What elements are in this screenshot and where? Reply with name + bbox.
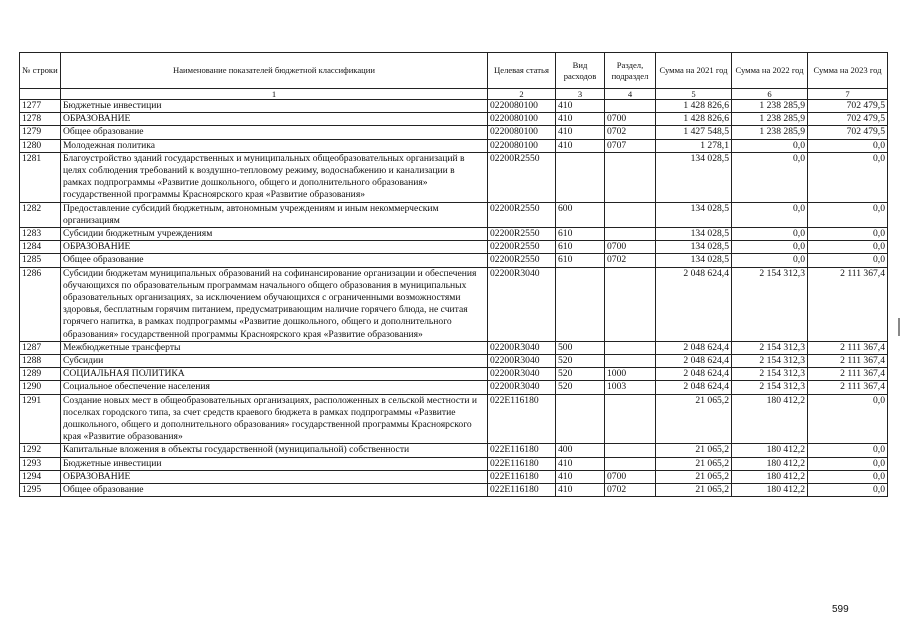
indicator-name: СОЦИАЛЬНАЯ ПОЛИТИКА (61, 368, 488, 381)
indicator-name: Общее образование (61, 484, 488, 497)
row-number: 1279 (20, 126, 61, 139)
table-row (20, 126, 888, 139)
sum-2023: 702 479,5 (808, 100, 888, 113)
sum-2023: 0,0 (808, 254, 888, 267)
expense-type: 520 (556, 381, 605, 394)
table-header (20, 53, 888, 100)
sum-2021: 1 427 548,5 (656, 126, 732, 139)
section-code: 0702 (605, 254, 656, 267)
table-row (20, 152, 888, 202)
sum-2023: 0,0 (808, 484, 888, 497)
section-code: 0700 (605, 470, 656, 483)
header-section: Раздел, подраздел (605, 53, 656, 89)
indicator-name: Субсидии бюджетным учреждениям (61, 228, 488, 241)
sum-2022: 0,0 (732, 228, 808, 241)
section-code: 1003 (605, 381, 656, 394)
target-article: 022E116180 (488, 394, 556, 444)
sum-2023: 0,0 (808, 228, 888, 241)
row-number: 1294 (20, 470, 61, 483)
indicator-name: Предоставление субсидий бюджетным, автономным учреждениям и иным некоммерческим организациям (61, 202, 488, 227)
table-row (20, 368, 888, 381)
sum-2021: 134 028,5 (656, 241, 732, 254)
expense-type: 610 (556, 228, 605, 241)
indicator-name: Межбюджетные трансферты (61, 341, 488, 354)
sum-2023: 0,0 (808, 139, 888, 152)
table-row (20, 100, 888, 113)
expense-type: 520 (556, 355, 605, 368)
row-number: 1286 (20, 267, 61, 341)
sum-2023: 2 111 367,4 (808, 381, 888, 394)
sum-2021: 134 028,5 (656, 202, 732, 227)
row-number: 1285 (20, 254, 61, 267)
table-row (20, 381, 888, 394)
sum-2023: 2 111 367,4 (808, 368, 888, 381)
section-code (605, 100, 656, 113)
sum-2022: 1 238 285,9 (732, 126, 808, 139)
row-number: 1292 (20, 444, 61, 457)
table-body (20, 100, 888, 497)
indicator-name: ОБРАЗОВАНИЕ (61, 470, 488, 483)
expense-type: 400 (556, 444, 605, 457)
sum-2022: 180 412,2 (732, 444, 808, 457)
expense-type: 410 (556, 100, 605, 113)
section-code (605, 457, 656, 470)
section-code: 1000 (605, 368, 656, 381)
sum-2021: 134 028,5 (656, 228, 732, 241)
indicator-name: ОБРАЗОВАНИЕ (61, 241, 488, 254)
expense-type (556, 152, 605, 202)
section-code (605, 228, 656, 241)
expense-type (556, 267, 605, 341)
target-article: 02200R3040 (488, 341, 556, 354)
section-code (605, 444, 656, 457)
target-article: 022E116180 (488, 457, 556, 470)
table-row (20, 341, 888, 354)
target-article: 0220080100 (488, 100, 556, 113)
section-code (605, 202, 656, 227)
sum-2021: 134 028,5 (656, 152, 732, 202)
row-number: 1282 (20, 202, 61, 227)
row-number: 1295 (20, 484, 61, 497)
expense-type: 610 (556, 241, 605, 254)
column-number: 4 (605, 89, 656, 100)
indicator-name: Субсидии (61, 355, 488, 368)
sum-2021: 2 048 624,4 (656, 368, 732, 381)
indicator-name: Социальное обеспечение населения (61, 381, 488, 394)
table-row (20, 113, 888, 126)
expense-type: 520 (556, 368, 605, 381)
sum-2021: 2 048 624,4 (656, 341, 732, 354)
table-row (20, 254, 888, 267)
sum-2021: 21 065,2 (656, 484, 732, 497)
sum-2023: 0,0 (808, 444, 888, 457)
sum-2022: 2 154 312,3 (732, 381, 808, 394)
target-article: 022E116180 (488, 484, 556, 497)
indicator-name: Субсидии бюджетам муниципальных образований на софинансирование организации и обеспечения обучающихся по образовательным программам начального общего образования в муниципальных образовательных организациях, за исключением обучающихся с ограниченными возможностями здоровья, бесплатным горячим питанием, предусматривающим наличие горячего блюда, не считая горячего напитка, в рамках подпрограммы «Развитие дошкольного, общего и дополнительного образования» государственной программы Красноярского края «Развитие образования» (61, 267, 488, 341)
sum-2022: 0,0 (732, 152, 808, 202)
sum-2023: 2 111 367,4 (808, 341, 888, 354)
header-indicator-name: Наименование показателей бюджетной классификации (61, 53, 488, 89)
sum-2022: 1 238 285,9 (732, 100, 808, 113)
target-article: 0220080100 (488, 139, 556, 152)
indicator-name: Молодежная политика (61, 139, 488, 152)
table-row (20, 355, 888, 368)
section-code: 0700 (605, 113, 656, 126)
sum-2021: 1 428 826,6 (656, 113, 732, 126)
expense-type: 410 (556, 484, 605, 497)
table-row (20, 457, 888, 470)
section-code: 0707 (605, 139, 656, 152)
sum-2023: 0,0 (808, 202, 888, 227)
target-article: 0220080100 (488, 113, 556, 126)
sum-2023: 2 111 367,4 (808, 267, 888, 341)
table-row (20, 470, 888, 483)
sum-2022: 180 412,2 (732, 457, 808, 470)
row-number: 1280 (20, 139, 61, 152)
table-row (20, 241, 888, 254)
target-article: 02200R3040 (488, 381, 556, 394)
sum-2022: 180 412,2 (732, 470, 808, 483)
expense-type: 410 (556, 113, 605, 126)
budget-table (19, 52, 888, 497)
sum-2023: 0,0 (808, 457, 888, 470)
table-row (20, 267, 888, 341)
target-article: 02200R3040 (488, 355, 556, 368)
sum-2022: 2 154 312,3 (732, 267, 808, 341)
sum-2023: 702 479,5 (808, 126, 888, 139)
expense-type: 610 (556, 254, 605, 267)
target-article: 02200R2550 (488, 202, 556, 227)
target-article: 0220080100 (488, 126, 556, 139)
expense-type: 410 (556, 139, 605, 152)
sum-2021: 2 048 624,4 (656, 381, 732, 394)
target-article: 02200R2550 (488, 241, 556, 254)
sum-2022: 0,0 (732, 139, 808, 152)
sum-2022: 2 154 312,3 (732, 368, 808, 381)
sum-2022: 0,0 (732, 254, 808, 267)
indicator-name: Создание новых мест в общеобразовательных организациях, расположенных в сельской местности и поселках городского типа, за счет средств краевого бюджета в рамках подпрограммы «Развитие дошкольного, общего и дополнительного образования» государственной программы Красноярского края «Развитие образования» (61, 394, 488, 444)
column-number: 2 (488, 89, 556, 100)
section-code: 0700 (605, 241, 656, 254)
header-target-article: Целевая статья (488, 53, 556, 89)
sum-2023: 0,0 (808, 470, 888, 483)
sum-2021: 21 065,2 (656, 470, 732, 483)
indicator-name: Бюджетные инвестиции (61, 457, 488, 470)
header-sum-2023: Сумма на 2023 год (808, 53, 888, 89)
target-article: 02200R2550 (488, 228, 556, 241)
sum-2021: 1 278,1 (656, 139, 732, 152)
sum-2023: 702 479,5 (808, 113, 888, 126)
indicator-name: Благоустройство зданий государственных и муниципальных общеобразовательных организаций в целях соблюдения требований к воздушно-тепловому режиму, водоснабжению и канализации в рамках подпрограммы «Развитие дошкольного, общего и дополнительного образования» государственной программы Красноярского края «Развитие образования» (61, 152, 488, 202)
table-row (20, 139, 888, 152)
sum-2021: 21 065,2 (656, 444, 732, 457)
indicator-name: ОБРАЗОВАНИЕ (61, 113, 488, 126)
column-number: 7 (808, 89, 888, 100)
sum-2022: 0,0 (732, 241, 808, 254)
page-number: 599 (832, 604, 849, 615)
scan-artifact (898, 318, 900, 336)
target-article: 022E116180 (488, 444, 556, 457)
section-code: 0702 (605, 484, 656, 497)
table-row (20, 394, 888, 444)
header-row-number: № строки (20, 53, 61, 89)
sum-2023: 2 111 367,4 (808, 355, 888, 368)
row-number: 1287 (20, 341, 61, 354)
expense-type: 410 (556, 126, 605, 139)
indicator-name: Общее образование (61, 126, 488, 139)
row-number: 1281 (20, 152, 61, 202)
target-article: 022E116180 (488, 470, 556, 483)
header-sum-2022: Сумма на 2022 год (732, 53, 808, 89)
sum-2022: 180 412,2 (732, 484, 808, 497)
sum-2021: 1 428 826,6 (656, 100, 732, 113)
table-row (20, 202, 888, 227)
column-number: 3 (556, 89, 605, 100)
expense-type: 410 (556, 457, 605, 470)
sum-2022: 0,0 (732, 202, 808, 227)
target-article: 02200R2550 (488, 254, 556, 267)
table-row (20, 484, 888, 497)
column-number: 6 (732, 89, 808, 100)
section-code (605, 355, 656, 368)
section-code (605, 394, 656, 444)
sum-2022: 180 412,2 (732, 394, 808, 444)
sum-2023: 0,0 (808, 152, 888, 202)
section-code: 0702 (605, 126, 656, 139)
sum-2023: 0,0 (808, 394, 888, 444)
section-code (605, 341, 656, 354)
sum-2021: 21 065,2 (656, 394, 732, 444)
expense-type (556, 394, 605, 444)
row-number: 1289 (20, 368, 61, 381)
expense-type: 600 (556, 202, 605, 227)
indicator-name: Бюджетные инвестиции (61, 100, 488, 113)
column-number (20, 89, 61, 100)
sum-2021: 2 048 624,4 (656, 267, 732, 341)
row-number: 1277 (20, 100, 61, 113)
row-number: 1288 (20, 355, 61, 368)
sum-2022: 2 154 312,3 (732, 341, 808, 354)
row-number: 1278 (20, 113, 61, 126)
indicator-name: Общее образование (61, 254, 488, 267)
sum-2023: 0,0 (808, 241, 888, 254)
column-number: 5 (656, 89, 732, 100)
row-number: 1291 (20, 394, 61, 444)
header-expense-type: Вид расходов (556, 53, 605, 89)
column-number: 1 (61, 89, 488, 100)
section-code (605, 267, 656, 341)
section-code (605, 152, 656, 202)
row-number: 1284 (20, 241, 61, 254)
row-number: 1283 (20, 228, 61, 241)
target-article: 02200R3040 (488, 368, 556, 381)
table-row (20, 444, 888, 457)
sum-2021: 2 048 624,4 (656, 355, 732, 368)
sum-2022: 2 154 312,3 (732, 355, 808, 368)
table-row (20, 228, 888, 241)
target-article: 02200R3040 (488, 267, 556, 341)
sum-2021: 134 028,5 (656, 254, 732, 267)
sum-2021: 21 065,2 (656, 457, 732, 470)
expense-type: 500 (556, 341, 605, 354)
header-sum-2021: Сумма на 2021 год (656, 53, 732, 89)
sum-2022: 1 238 285,9 (732, 113, 808, 126)
row-number: 1293 (20, 457, 61, 470)
row-number: 1290 (20, 381, 61, 394)
target-article: 02200R2550 (488, 152, 556, 202)
expense-type: 410 (556, 470, 605, 483)
indicator-name: Капитальные вложения в объекты государственной (муниципальной) собственности (61, 444, 488, 457)
